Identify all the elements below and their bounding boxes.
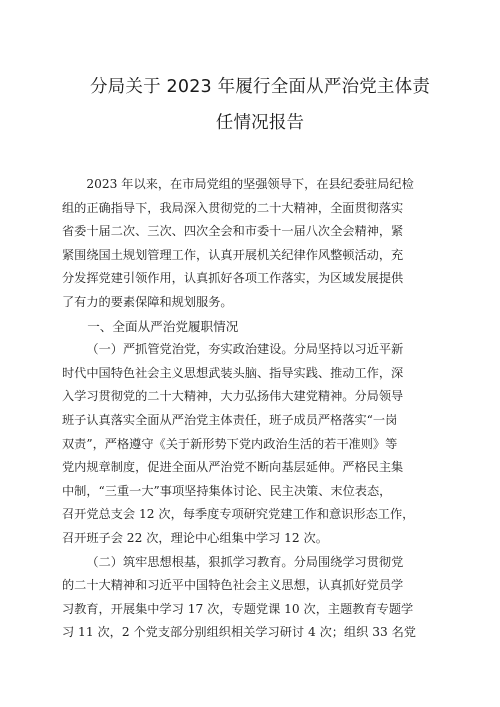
- subsection-1-line: 召开党总支会 12 次，每季度专项研究党建工作和意识形态工作，: [62, 507, 415, 522]
- intro-paragraph: [62, 173, 458, 315]
- document-title: [62, 69, 458, 141]
- subsection-2-line: 习教育，开展集中学习 17 次，专题党课 10 次，主题教育专题学: [62, 601, 414, 616]
- subsection-2-line: （二）筑牢思想根基，狠抓学习教育。分局围绕学习贯彻党: [86, 554, 404, 569]
- subsection-1-line: 召开班子会 22 次，理论中心组集中学习 12 次。: [62, 530, 328, 545]
- subsection-2-paragraph: [62, 551, 458, 645]
- title-line-1: 分局关于 2023 年履行全面从严治党主体责: [89, 77, 431, 97]
- subsection-1-line: 班子认真落实全面从严治党主体责任，班子成员严格落实“一岗: [62, 412, 398, 427]
- intro-line: 省委十届二次、三次、四次全会和市委十一届八次全会精神，紧: [62, 224, 404, 239]
- subsection-1-line: 双责”，严格遵守《关于新形势下党内政治生活的若干准则》等: [62, 436, 398, 451]
- subsection-1-line: 党内规章制度，促进全面从严治党不断向基层延伸。严格民主集: [62, 460, 404, 475]
- intro-line: 紧围绕国土规划管理工作，认真开展机关纪律作风整顿活动，充: [62, 247, 404, 262]
- section-heading-1: 一、全面从严治党履职情况: [87, 318, 239, 334]
- intro-line: 了有力的要素保障和规划服务。: [62, 294, 233, 309]
- subsection-1-line: 入学习贯彻党的二十大精神，大力弘扬伟大建党精神。分局领导: [62, 389, 404, 404]
- subsection-1-line: 时代中国特色社会主义思想武装头脑、指导实践、推动工作，深: [62, 365, 404, 380]
- subsection-1-line: 中制，“三重一大”事项坚持集体讨论、民主决策、末位表态，: [62, 483, 392, 498]
- intro-line: 2023 年以来，在市局党组的坚强领导下，在县纪委驻局纪检: [86, 177, 414, 191]
- title-line-2: 任情况报告: [215, 113, 305, 133]
- subsection-2-line: 习 11 次，2 个党支部分别组织相关学习研讨 4 次；组织 33 名党: [62, 625, 416, 640]
- intro-line: 分发挥党建引领作用，认真抓好各项工作落实，为区域发展提供: [62, 271, 404, 286]
- intro-line: 组的正确指导下，我局深入贯彻党的二十大精神，全面贯彻落实: [62, 200, 404, 215]
- subsection-1-line: （一）严抓管党治党，夯实政治建设。分局坚持以习近平新: [86, 342, 404, 357]
- subsection-1-paragraph: [62, 338, 458, 550]
- subsection-2-line: 的二十大精神和习近平中国特色社会主义思想，认真抓好党员学: [62, 578, 404, 593]
